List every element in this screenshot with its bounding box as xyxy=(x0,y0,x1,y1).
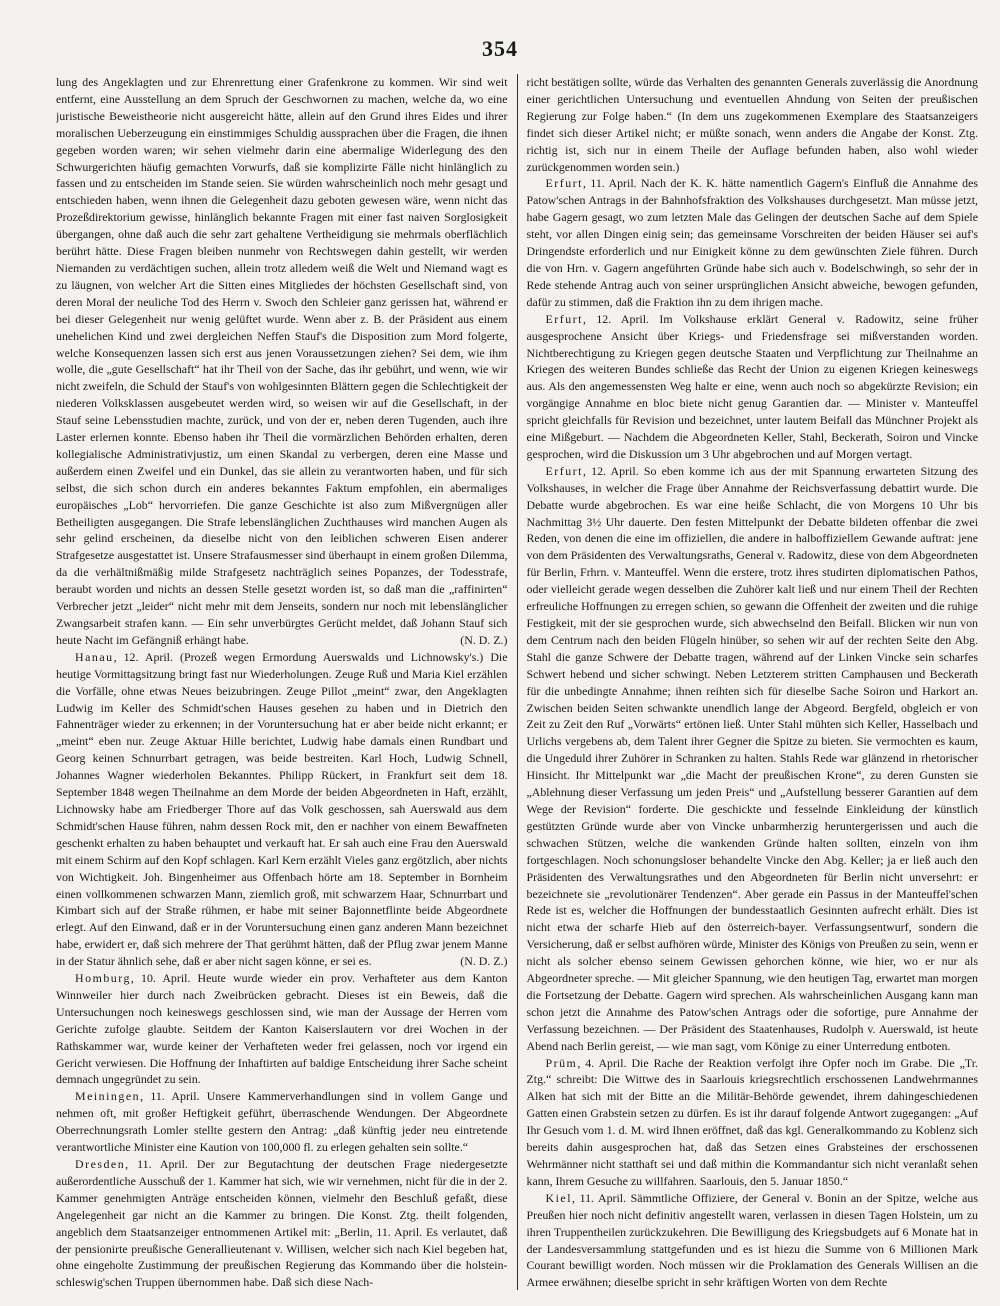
dateline-place: Dresden xyxy=(75,1157,126,1171)
article-paragraph xyxy=(56,649,508,970)
paragraph-text: , 4. April. Die Rache der Reaktion verfolgt ihre Opfer noch im Grabe. Die „Tr. Ztg.“ schreibt: Die Wittwe des in Saarlouis kriegsrechtlich erschossenen Landwehrmannes Alken hat sich mit der Bitte an die Militär-Behörde gewendet, ihrem dahingeschiedenen Gatten einen Grabstein setzen zu dürfen. Es ist ihr darauf folgende Antwort zugegangen: „Auf Ihr Gesuch vom 1. d. M. wird Ihnen eröffnet, daß das kgl. Generalkommando zu Koblenz sich bereits dahin ausgesprochen hat, daß das Setzen eines Grabsteines der erschossenen Wehrmänner nicht statthaft sei und daß mithin die Kommandantur sich nicht veranlaßt sehen kann, Ihrem Gesuche zu willfahren. Saarlouis, den 5. Januar 1850.“ xyxy=(526,1055,978,1188)
paragraph-text: , 11. April. Der zur Begutachtung der deutschen Frage niedergesetzte außerordentliche Ausschuß der 1. Kammer hat sich, wie wir vernehmen, nicht für die in der 2. Kammer genehmigten Anträge entscheiden können, vielmehr den Beschluß gefaßt, diese Angelegenheit gar nicht an die Kammer zu bringen. Die Konst. Ztg. theilt folgenden, angeblich dem Staatsanzeiger entnommenen Artikel mit: „Berlin, 11. April. Es verlautet, daß der pensionirte preußische Generallieutenant v. Willisen, welcher sich nach Kiel begeben hat, ohne eingeholte Zustimmung der preußischen Regierung das Kommando über die holstein-schleswig'schen Truppen übernommen habe. Daß sich diese Nach- xyxy=(56,1157,508,1290)
paragraph-text: , 12. April. Im Volkshause erklärt General v. Radowitz, seine früher ausgesprochene Ansicht über Kriegs- und Friedensfrage sei mißverstanden worden. Nichtberechtigung zu Kriegen gegen deutsche Staaten und Verpflichtung zur Theilnahme an Kriegen des weiteren Bundes schließe das Recht der Union zu eigenen Kriegen keineswegs aus. Als den angemessensten Weg halte er eine, wenn auch noch so abgekürzte Revision; ein vorgängige Annahme en bloc biete nicht genug Garantien dar. — Minister v. Manteuffel spricht gleichfalls für Revision und bezeichnet, unter lautem Beifall das Münchner Projekt als eine Mißgeburt. — Nachdem die Abgeordneten Keller, Stahl, Beckerath, Soiron und Vincke gesprochen, wird die Diskussion um 3 Uhr abgebrochen und auf Morgen vertagt. xyxy=(526,311,978,461)
dateline-place: Erfurt xyxy=(545,176,583,191)
paragraph-text: , 11. April. Sämmtliche Offiziere, der General v. Bonin an der Spitze, welche aus Preußen hier noch nicht definitiv angestellt waren, verlassen in diesen Tagen Holstein, um zu ihren Truppentheilen zurückzukehren. Die Bewilligung des Kriegsbudgets auf 6 Monate hat in der Landesversammlung stattgefunden und es ist hiezu die Summe von 6 Millionen Mark Courant bewilligt worden. Noch müssen wir die Proklamation des Generals Willisen an die Armee erwähnen; dieselbe spricht in sehr kräftigen Worten von dem Rechte xyxy=(526,1190,978,1290)
article-paragraph xyxy=(527,74,979,175)
paragraph-text: , 11. April. Unsere Kammerverhandlungen sind in vollem Gange und nehmen oft, mit großer Heftigkeit geführt, überraschende Wendungen. Der Abgeordnete Oberrechnungsrath Lomler stellte gestern den Antrag: „daß künftig jeder neu eintretende verantwortliche Minister eine Kaution von 100,000 fl. zu erlegen gehalten sein sollte.“ xyxy=(56,1089,508,1155)
source-attribution: (N. D. Z.) xyxy=(460,632,508,647)
dateline-place: Prüm xyxy=(545,1055,578,1070)
article-paragraph xyxy=(527,175,979,310)
source-attribution: (N. D. Z.) xyxy=(460,954,508,969)
dateline-place: Kiel xyxy=(545,1190,573,1205)
article-paragraph xyxy=(527,463,979,1055)
left-column xyxy=(56,74,517,1290)
dateline-place: Meiningen xyxy=(75,1089,141,1104)
article-paragraph xyxy=(56,1088,508,1156)
article-paragraph xyxy=(527,1055,979,1190)
dateline-place: Erfurt xyxy=(545,463,583,478)
paragraph-text: , 11. April. Nach der K. K. hätte namentlich Gagern's Einfluß die Annahme des Patow'schen Antrags in der Bahnhofsfraktion des Volkshauses durchgesetzt. Man müsse jetzt, habe Gagern gesagt, wo zum letzten Male das Gelingen der deutschen Sache auf dem Spiele steht, vor allen Dingen einig sein; das gemeinsame Vorschreiten der beiden Häuser sei auf's Dringendste erforderlich und nur Einigkeit könne zu dem gewünschten Ziele führen. Durch die von Hrn. v. Gagern angeführten Gründe habe sich auch v. Bodelschwingh, so sehr der in Rede stehende Antrag auch von seiner ursprünglichen Ansicht abweiche, bewogen gefunden, dafür zu stimmen, daß die Fraktion ihn zu dem ihrigen mache. xyxy=(526,176,978,309)
article-paragraph xyxy=(527,1190,979,1290)
paragraph-text: , 12. April. So eben komme ich aus der mit Spannung erwarteten Sitzung des Volkshauses, in welcher die Frage über Annahme der Reichsverfassung debattirt wurde. Die Debatte wurde abgebrochen. Es war eine heiße Schlacht, die von Morgens 10 Uhr bis Nachmittag 3½ Uhr dauerte. Den festen Mittelpunkt der Debatte bildeten offenbar die zwei Reden, von denen die eine im offiziellen, die andere in halboffiziellem Gewande auftrat: jene von dem Präsidenten des Verwaltungsraths, General v. Radowitz, diese von dem Abgeordneten für Berlin, Frhrn. v. Manteuffel. Wenn die erstere, trotz ihres studirten diplomatischen Pathos, oder vielleicht gerade wegen desselben die Zuhörer kalt ließ und nur einem Theil der Rechten erfreuliche Hoffnungen zu erregen schien, so gewann die Offenheit der zweiten und die ruhige Festigkeit, mit der sie gesprochen wurde, sich abwechselnd den Beifall. Blicken wir nun von dem Centrum nach den beiden Flügeln hinüber, so sehen wir auf der rechten Seite den Abg. Stahl die ganze Schwere der Debatte tragen, während auf der Linken Vincke sein scharfes Schwert hebend und sicher schwingt. Neben Letzterem stritten Camphausen und Beckerath für die unbedingte Annahme; ihnen reihten sich für dieselbe Sache Soiron und Harkort an. Zwischen beiden Seiten schwankte unendlich lange der Abgeord. Bergfeld, obgleich er von Zeit zu Zeit den Ruf „Vorwärts“ ertönen ließ. Unter Stahl mühten sich Keller, Hasselbach und Urlichs vergebens ab, dem Talent ihrer Gegner die Spitze zu bieten. Sie vermochten es kaum, die Ungeduld ihrer Zuhörer in Schranken zu halten. Stahls Rede war glänzend in rhetorischer Hinsicht. Ihr Mittelpunkt war „die Macht der preußischen Krone“, zu deren Gunsten sie „Ablehnung dieser Verfassung um jeden Preis“ und „Aufstellung besserer Garantien auf dem Wege der Revision“ forderte. Die geschickte und fesselnde Einkleidung der künstlich gestützten Gründe wurde aber von Vincke unbarmherzig heruntergerissen und auch die schwachen Stützen, welche die wankenden Gründe halten sollten, einzeln von ihm fortgeschlagen. Noch schonungsloser behandelte Vincke den Abg. Keller; ja er ließ auch den Präsidenten des Verwaltungsrathes und den Abgeordneten für Berlin nicht unversehrt: er bezeichnete sie „revolutionärer Tendenzen“. Aber gerade ein Passus in der Manteuffel'schen Rede ist es, welcher die Hoffnungen der bundesstaatlich Gesinnten aufrecht erhält. Dies ist nicht etwa der scharfe Hieb auf den österreich-bayer. Verfassungsentwurf, sondern die Versicherung, daß er selbst aufhören würde, Minister des Königs von Preußen zu sein, wenn er nicht als solcher ebenso seinem Gewissen gehorchen könne, wie hier, wo er nur als Abgeordneter spreche. — Mit gleicher Spannung, wie den heutigen Tag, erwartet man morgen die Fortsetzung der Debatte. Gagern wird sprechen. Als wahrscheinlichen Ausgang kann man schon jetzt die Annahme des Patow'schen Antrags oder die sofortige, pure Annahme der Verfassung bezeichnen. — Der Präsident des Staatenhauses, Rudolph v. Auerswald, ist heute Abend nach Berlin gereist, — wie man sagt, vom Könige zu einer Unterredung entboten. xyxy=(526,463,978,1053)
paragraph-text: , 10. April. Heute wurde wieder ein prov. Verhafteter aus dem Kanton Winnweiler hier durch nach Zweibrücken gebracht. Dieses ist ein Beweis, daß die Untersuchungen noch keineswegs geschlossen sind, wie man der Aussage der Herren vom Gerichte zufolge glaubte. Seitdem der Kanton Kaiserslautern vor drei Wochen in der Rathskammer war, wurde keiner der Verhafteten weder frei gelassen, noch vor irgend ein Gericht verwiesen. Die Hoffnung der Inhaftirten auf baldige Entscheidung ihrer Sache scheint demnach ungegründet zu sein. xyxy=(56,971,508,1087)
right-column xyxy=(518,74,979,1290)
article-columns xyxy=(56,74,978,1290)
dateline-place: Homburg xyxy=(75,971,131,986)
paragraph-text: , 12. April. (Prozeß wegen Ermordung Auerswalds und Lichnowsky's.) Die heutige Vormittagsitzung bringt fast nur Wiederholungen. Zeuge Ruß und Maria Kiel erzählen die Vorfälle, ohne etwas Neues beizubringen. Zeuge Pillot „meint“ zwar, den Angeklagten Ludwig im Keller des Schmidt'schen Hauses gesehen zu haben und in Dietrich den Fahnenträger wieder zu erkennen; in der Voruntersuchung hat er aber beide nicht erkannt; er „meint“ eben nur. Zeuge Aktuar Hille berichtet, Ludwig habe damals einen Rundbart und Georg keinen Schnurrbart getragen, was beide bestreiten. Karl Hoch, Ludwig Schnell, Johannes Wagner wiederholen Bekanntes. Philipp Rückert, in Frankfurt seit dem 18. September 1848 wegen Theilnahme an dem Morde der beiden Abgeordneten in Haft, erzählt, Lichnowsky habe am Friedberger Thore auf das Volk geschossen, sah Auerswald aus dem Schmidt'schen Hause führen, nahm dessen Rock mit, den er nachher von einem Bewaffneten geschenkt erhalten zu haben behauptet und verkauft hat. Er sah auch eine Frau den Auerswald mit einem Schirm auf den Kopf schlagen. Karl Kern erzählt Vieles ganz ergötzlich, aber nichts von Wichtigkeit. Joh. Bingenheimer aus Offenbach hörte am 18. September in Bornheim einen vollkommenen schwarzen Mann, ziemlich groß, mit schwarzem Haar, Schnurrbart und Kimbart sich auf der Straße rühmen, er habe mit seiner Bajonnetflinte beide Abgeordnete erlegt. Auf den Einwand, daß er in der Voruntersuchung einen ganz anderen Mann bezeichnet habe, erwidert er, daß sich mehrere der That gerühmt hätten, daß der Pflug zwar jenem Manne in der Statur ähnlich sehe, daß er aber nicht sagen könne, er sei es. xyxy=(56,649,508,969)
paragraph-text: richt bestätigen sollte, würde das Verhalten des genannten Generals zuverlässig die Anordnung einer gerichtlichen Untersuchung und eventuellen Ahndung von Seiten der preußischen Regierung zur Folge haben.“ (In dem uns zugekommenen Exemplare des Staatsanzeigers findet sich dieser Artikel nicht; er müßte sonach, wenn anders die Angabe der Konst. Ztg. richtig ist, sich nur in einem Theile der Auflage befunden haben, also wohl wieder zurückgenommen worden sein.) xyxy=(526,75,978,174)
page-number: 354 xyxy=(482,36,518,61)
paragraph-text: lung des Angeklagten und zur Ehrenrettung einer Grafenkrone zu kommen. Wir sind weit entfernt, eine Ausstellung an dem Spruch der Geschwornen zu machen, welche da, wo eine juristische Beweistheorie nicht ausgereicht hätte, allein auf den Grund ihres Eides und ihrer moralischen Ueberzeugung ein einstimmiges Schuldig aussprachen über die Fragen, die ihnen gegeben worden waren; wir sehen vielmehr darin eine abermalige Widerlegung des den Schwurgerichten häufig gemachten Vorwurfs, daß sie komplizirte Fälle nicht hinlänglich zu fassen und zu entscheiden im Stande seien. Sie würden wahrscheinlich noch mehr gesagt und entschieden haben, wenn ihnen die Gelegenheit dazu geboten gewesen wäre, wenn nicht das Prozeßdirektorium gewisse, hinlänglich bekannte Fragen mit einer fast naiven Sorglosigkeit übergangen, ohne daß auch die sehr zart gehaltene Vertheidigung sie mehrmals oberflächlich berührt hätte. Diese Fragen bleiben nunmehr von Rechtswegen dahin gestellt, wir werden Niemanden zu verdächtigen suchen, allein trotz alledem weiß die Welt und Niemand wagt es zu läugnen, von welcher Art die Sitten eines Mitgliedes der höchsten Gesellschaft sind, von deren Moral der neuliche Tod des Herrn v. Swoch den Schleier ganz gerissen hat, während er bei dieser Gelegenheit nur wenig gelüftet wurde. Wenn aber z. B. der Präsident aus einem unehelichen Kind und zwei dergleichen Neffen Stauf's die Disposition zum Mord folgerte, welche Konsequenzen lassen sich erst aus jenen Voraussetzungen ziehen? Sei dem, wie ihm wolle, die „gute Gesellschaft“ hat ihr Theil von der Sache, das ihr gebührt, und wenn, wie wir nicht zweifeln, die Schuld der Stauf's von wohlgesinnten Blättern gegen die Schlechtigkeit der niederen Volksklassen ausgebeutet werden wird, so weisen wir auf die Gesellschaft, in der Stauf seine Lebensstudien machte, zurück, und von der er, neben deren Tugenden, auch ihre Laster erlernen konnte. Ebenso haben ihr Theil die vormärzlichen Behörden erhalten, deren kollegialische Administrativjustiz, um einen Skandal zu verbergen, deren eine Masse und außerdem einen Zweifel und ein Dunkel, das sie allein zu verantworten haben, und für sich selbst, die sich schon durch ein anderes bekanntes Faktum empfohlen, ein abermaliges europäisches „Lob“ hervorriefen. Die ganze Geschichte ist also zum Mißvergnügen aller Betheiligten ausgegangen. Die Strafe lebenslänglichen Zuchthauses wird manchen Augen als sehr gelind erscheinen, da dieselbe nicht von den leiblichen schweren Eisen anderer Strafgesetze ausgestattet ist. Unsere Strafausmesser sind überhaupt in einem großen Dilemma, da die verhältnißmäßig milde Strafgesetz nachträglich seines Popanzes, der Todesstrafe, beraubt worden und nichts an dessen Stelle gesetzt worden ist, so daß man die „raffinirten“ Verbrecher jetzt „leider“ nicht mehr mit dem Jenseits, sondern nur noch mit lebenslänglicher Zwangsarbeit strafen kann. — Ein sehr unverbürgtes Gerücht meldet, daß Johann Stauf sich heute Nacht im Gefängniß erhängt habe. xyxy=(56,75,508,647)
dateline-place: Hanau xyxy=(75,649,114,664)
article-paragraph xyxy=(56,970,508,1088)
article-paragraph xyxy=(527,311,979,463)
article-paragraph xyxy=(56,74,508,649)
dateline-place: Erfurt xyxy=(545,311,583,326)
article-paragraph xyxy=(56,1156,508,1290)
